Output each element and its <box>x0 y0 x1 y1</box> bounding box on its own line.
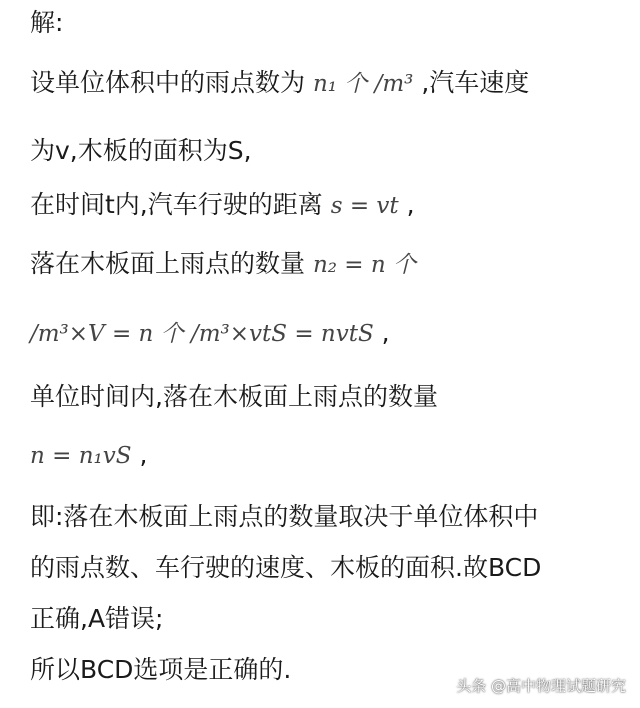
text-line: 的雨点数、车行驶的速度、木板的面积.故BCD <box>30 553 542 582</box>
text-segment: , <box>131 440 148 469</box>
watermark: 头条 @高中物理试题研究 <box>456 677 626 695</box>
formula: n₁ 个 /m³ <box>312 71 414 97</box>
solution-heading: 解: <box>30 8 64 37</box>
formula: /m³×V = n 个 /m³×vtS = nvtS <box>30 321 374 347</box>
text-line <box>30 188 415 223</box>
text-line: 为v,木板的面积为S, <box>30 136 252 165</box>
text-segment: 设单位体积中的雨点数为 <box>30 68 313 97</box>
text-line: 单位时间内,落在木板面上雨点的数量 <box>30 382 438 411</box>
text-segment: , <box>398 190 415 219</box>
formula: s = vt <box>330 193 399 219</box>
text-segment: 落在木板面上雨点的数量 <box>30 249 313 278</box>
text-segment: 在时间t内,汽车行驶的距离 <box>30 190 331 219</box>
text-line: 所以BCD选项是正确的. <box>30 655 292 684</box>
text-segment: , <box>373 318 390 347</box>
text-line: 即:落在木板面上雨点的数量取决于单位体积中 <box>30 502 539 531</box>
text-line <box>30 247 416 282</box>
text-segment: ,汽车速度 <box>413 68 530 97</box>
text-line <box>30 66 529 101</box>
text-line <box>30 438 147 473</box>
text-line: 正确,A错误; <box>30 604 164 633</box>
text-line <box>30 316 390 351</box>
formula: n₂ = n 个 <box>312 252 417 278</box>
formula: n = n₁vS <box>30 443 132 469</box>
